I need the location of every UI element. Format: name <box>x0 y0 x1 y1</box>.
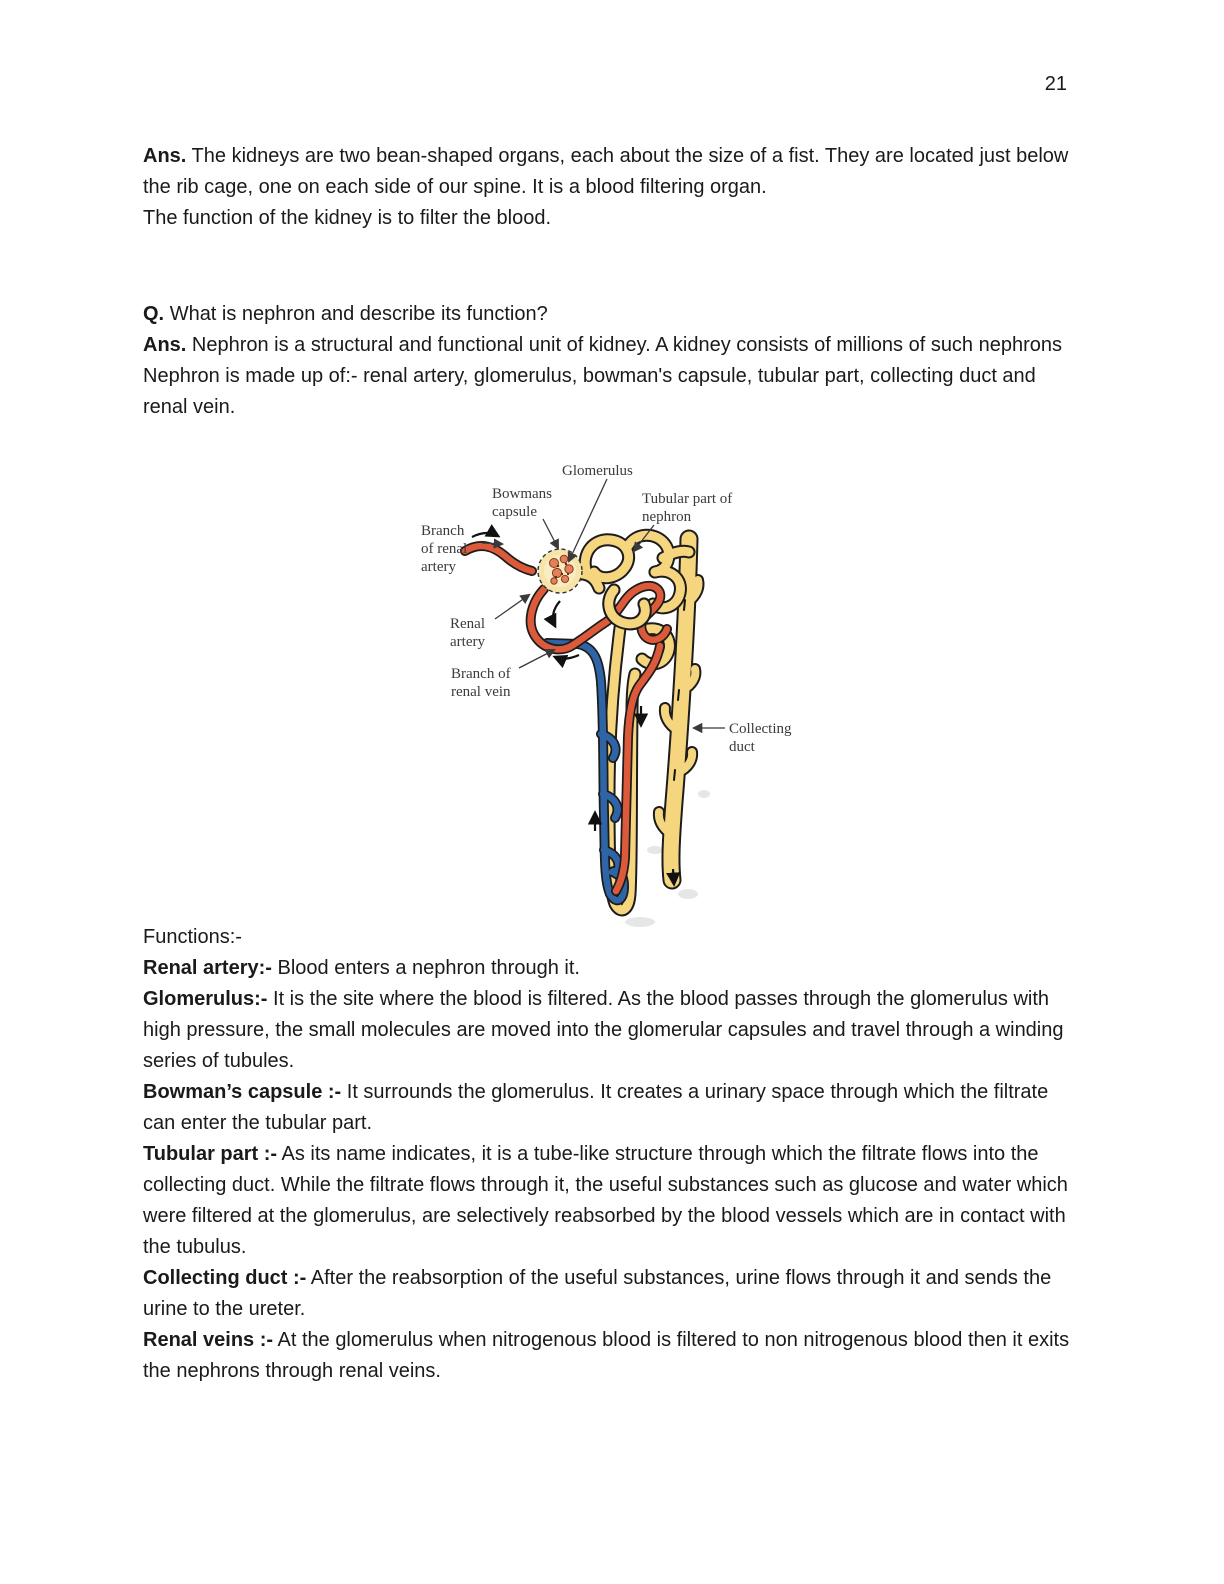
question-answer-block <box>143 299 1081 423</box>
intro-answer-paragraph <box>143 141 1081 203</box>
function-term: Collecting duct :- <box>143 1267 307 1289</box>
answer-paragraph <box>143 330 1081 423</box>
bowmans-capsule-shape <box>538 549 582 593</box>
question-paragraph <box>143 299 1081 330</box>
function-item-collecting-duct <box>143 1263 1081 1325</box>
kidney-function-text: The function of the kidney is to filter the blood. <box>143 207 552 229</box>
answer-text: Nephron is a structural and functional unit of kidney. A kidney consists of millions of such nephrons Nephron is made up of:- renal artery, glomerulus, bowman's capsule, tubular part, collecting duct and renal vein. <box>143 334 1063 418</box>
function-item-tubular-part <box>143 1139 1081 1263</box>
function-desc: After the reabsorption of the useful substances, urine flows through it and sends the urine to the ureter. <box>143 1267 1052 1320</box>
bowmans-capsule-label: Bowmans <box>492 486 552 502</box>
functions-heading: Functions:- <box>143 926 242 948</box>
function-desc: Blood enters a nephron through it. <box>277 957 580 979</box>
function-term: Renal veins :- <box>143 1329 274 1351</box>
question-text: What is nephron and describe its function? <box>169 303 548 325</box>
renal-artery-label-line2: artery <box>450 634 485 650</box>
function-term: Renal artery:- <box>143 957 272 979</box>
function-item-renal-artery <box>143 953 1081 984</box>
page-number: 21 <box>1044 73 1067 95</box>
tubular-part-label: Tubular part of <box>642 491 733 507</box>
function-desc: At the glomerulus when nitrogenous blood is filtered to non nitrogenous blood then it exits the nephrons through renal veins. <box>143 1329 1070 1382</box>
function-desc: It is the site where the blood is filtered. As the blood passes through the glomerulus with high pressure, the small molecules are moved into the glomerular capsules and travel through a winding series of tubules. <box>143 988 1064 1072</box>
nephron-diagram <box>408 442 808 942</box>
function-item-renal-veins <box>143 1325 1081 1387</box>
branch-renal-artery-label-line2: of renal <box>421 541 468 557</box>
branch-renal-vein-label: Branch of <box>451 666 511 682</box>
renal-artery-label: Renal <box>450 616 485 632</box>
question-label: Q. <box>143 303 165 325</box>
function-item-glomerulus <box>143 984 1081 1077</box>
function-term: Glomerulus:- <box>143 988 268 1010</box>
intro-answer-block <box>143 141 1081 234</box>
function-item-bowmans-capsule <box>143 1077 1081 1139</box>
collecting-duct-label-line2: duct <box>729 739 755 755</box>
answer-text: The kidneys are two bean-shaped organs, each about the size of a fist. They are located just below the rib cage, one on each side of our spine. It is a blood filtering organ. <box>143 145 1069 198</box>
bowmans-capsule-label-line2: capsule <box>492 504 537 520</box>
answer-label: Ans. <box>143 334 187 356</box>
functions-section <box>143 922 1081 1387</box>
function-term: Tubular part :- <box>143 1143 278 1165</box>
kidney-function-line <box>143 203 1081 234</box>
tubular-part-label-line2: nephron <box>642 509 692 525</box>
branch-renal-artery-label-line3: artery <box>421 559 456 575</box>
glomerulus-label: Glomerulus <box>562 463 633 479</box>
answer-label: Ans. <box>143 145 187 167</box>
branch-renal-artery-label: Branch <box>421 523 465 539</box>
function-term: Bowman’s capsule :- <box>143 1081 342 1103</box>
branch-renal-vein-label-line2: renal vein <box>451 684 511 700</box>
function-desc: As its name indicates, it is a tube-like structure through which the filtrate flows into the collecting duct. While the filtrate flows through it, the useful substances such as glucose and water which were filtered at the glomerulus, are selectively reabsorbed by the blood vessels which are in contact with the tubulus. <box>143 1143 1068 1258</box>
collecting-duct-label: Collecting <box>729 721 792 737</box>
function-desc: It surrounds the glomerulus. It creates a urinary space through which the filtrate can enter the tubular part. <box>143 1081 1049 1134</box>
